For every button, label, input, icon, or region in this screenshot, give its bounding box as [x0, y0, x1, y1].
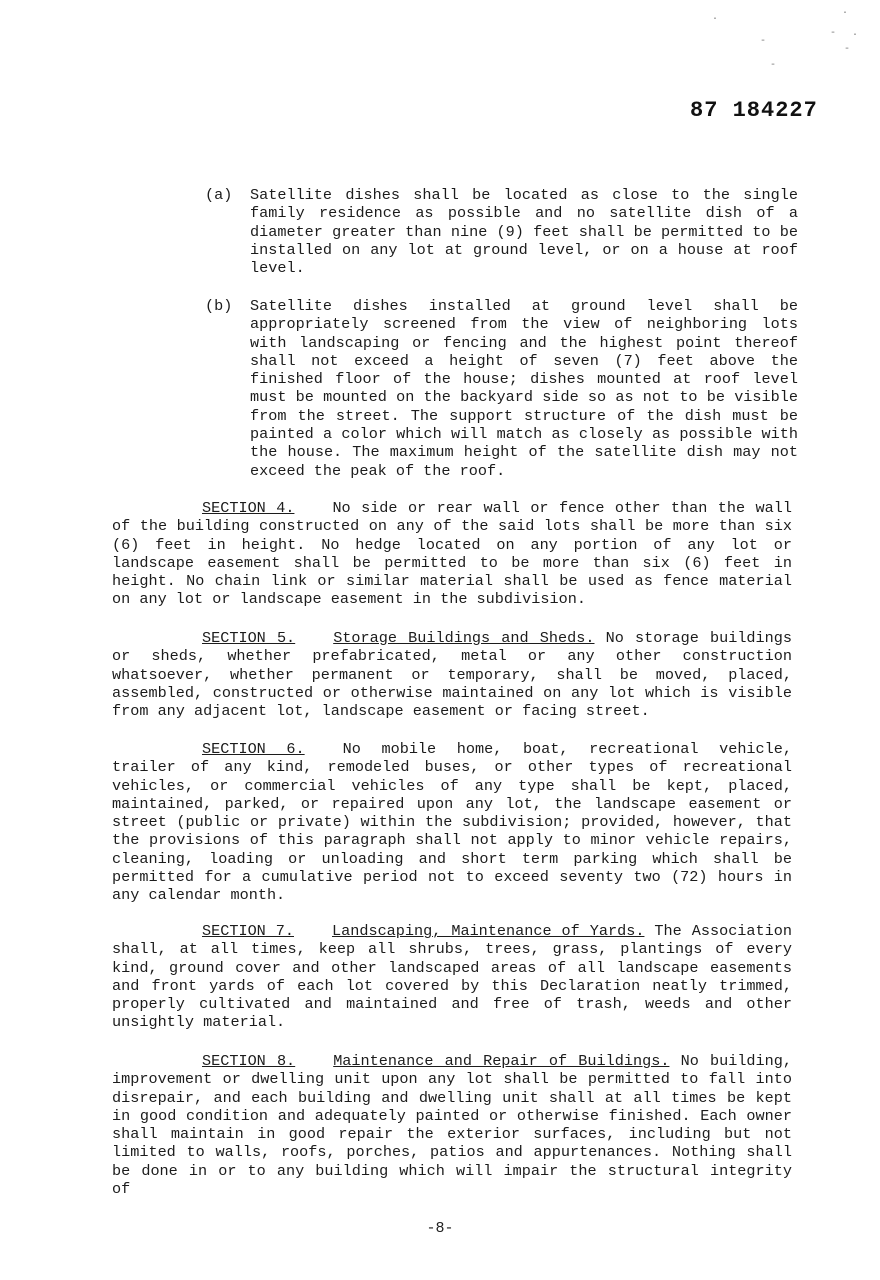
- section-8-title: Maintenance and Repair of Buildings.: [333, 1052, 670, 1070]
- scan-speck: ·: [712, 14, 719, 25]
- clause-b-text: Satellite dishes installed at ground level shall be appropriately screened from the view of neighboring lots with landscaping or fencing and the highest point thereof shall not exceed a height of seven (7) feet above the finished floor of the house; dishes mounted at roof level must be mounted on the backyard side so as not to be visible from the street. The support structure of the dish must be painted a color which will match as closely as possible with the house. The maximum height of the satellite dish may not exceed the peak of the roof.: [250, 297, 798, 480]
- section-6-paragraph: [112, 740, 792, 905]
- section-6-body: No mobile home, boat, recreational vehicle, trailer of any kind, remodeled buses, or other types of recreational vehicles, or commercial vehicles of any type shall be kept, placed, maintained, parked, or repaired upon any lot, the landscape easement or street (public or private) within the subdivision; provided, however, that the provisions of this paragraph shall not apply to minor vehicle repairs, cleaning, loading or unloading and short term parking which shall be permitted for a cumulative period not to exceed seventy two (72) hours in any calendar month.: [112, 740, 793, 905]
- scan-speck: -: [770, 60, 777, 71]
- section-4-paragraph: [112, 499, 792, 609]
- document-recording-number: 87 184227: [690, 98, 818, 123]
- section-8-paragraph: [112, 1052, 792, 1198]
- scan-speck: -: [760, 36, 767, 47]
- clause-a-text: Satellite dishes shall be located as close to the single family residence as possible and no satellite dish of a diameter greater than nine (9) feet shall be permitted to be installed on any lot at ground level, or on a house at roof level.: [250, 186, 798, 278]
- section-5-paragraph: [112, 629, 792, 720]
- clause-b-label: (b): [205, 297, 233, 315]
- clause-a-label: (a): [205, 186, 233, 204]
- section-4-heading: SECTION 4.: [202, 499, 295, 517]
- section-5-title: Storage Buildings and Sheds.: [333, 629, 595, 647]
- scan-speck: -: [844, 44, 851, 55]
- section-7-title: Landscaping, Maintenance of Yards.: [332, 922, 645, 940]
- section-8-heading: SECTION 8.: [202, 1052, 296, 1070]
- scan-speck: -: [830, 28, 837, 39]
- section-7-paragraph: [112, 922, 792, 1032]
- page-number: -8-: [426, 1220, 454, 1237]
- section-6-heading: SECTION 6.: [202, 740, 305, 758]
- section-7-body: The Association shall, at all times, keep all shrubs, trees, grass, plantings of every kind, ground cover and other landscaped areas of all landscape easements and front yards of each lot covered by this Declaration neatly trimmed, properly cultivated and maintained and free of trash, weeds and other unsightly material.: [112, 922, 792, 1032]
- section-8-body: No building, improvement or dwelling unit upon any lot shall be permitted to fall into disrepair, and each building and dwelling unit shall at all times be kept in good condition and adequately painted or otherwise finished. Each owner shall maintain in good repair the exterior surfaces, including but not limited to walls, roofs, porches, patios and appurtenances. Nothing shall be done in or to any building which will impair the structural integrity of: [112, 1052, 792, 1199]
- section-5-body: No storage buildings or sheds, whether prefabricated, metal or any other construction whatsoever, whether permanent or temporary, shall be moved, placed, assembled, constructed or otherwise maintained on any lot which is visible from any adjacent lot, landscape easement or facing street.: [112, 629, 793, 721]
- scan-speck: ·: [852, 30, 859, 41]
- scan-speck: ·: [842, 8, 849, 19]
- section-5-heading: SECTION 5.: [202, 629, 296, 647]
- section-7-heading: SECTION 7.: [202, 922, 294, 940]
- section-4-body: No side or rear wall or fence other than the wall of the building constructed on any of the said lots shall be more than six (6) feet in height. No hedge located on any portion of any lot or landscape easement shall be permitted to be more than six (6) feet in height. No chain link or similar material shall be used as fence material on any lot or landscape easement in the subdivision.: [112, 499, 792, 609]
